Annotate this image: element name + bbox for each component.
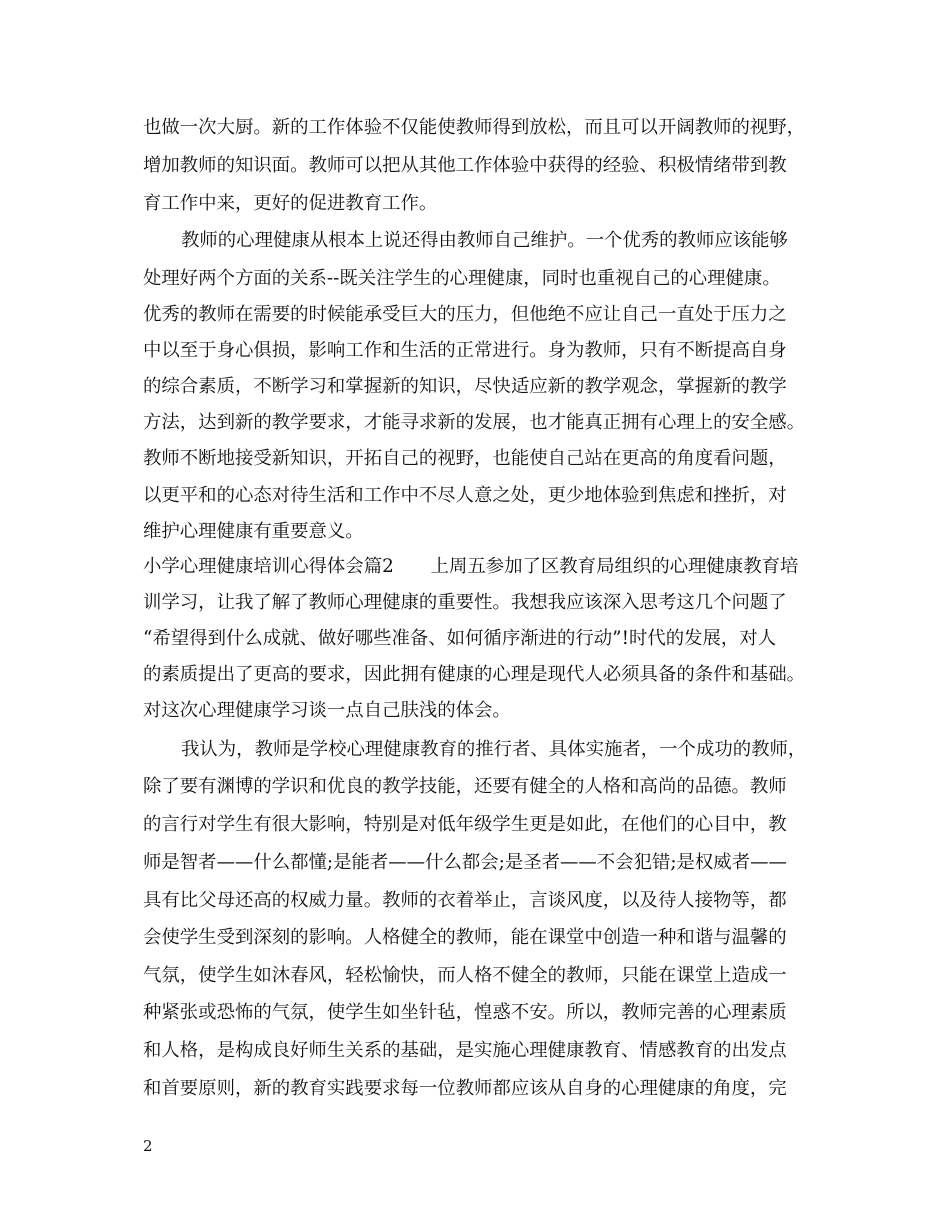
text-line: 的言行对学生有很大影响，特别是对低年级学生更是如此，在他们的心目中，教 <box>143 814 787 835</box>
text-line: 的综合素质，不断学习和掌握新的知识，尽快适应新的教学观念，掌握新的教学 <box>143 376 787 397</box>
text-line: 增加教师的知识面。教师可以把从其他工作体验中获得的经验、积极情绪带到教 <box>143 155 787 176</box>
text-line: 训学习，让我了解了教师心理健康的重要性。我想我应该深入思考这几个问题了 <box>143 592 787 613</box>
page-number: 2 <box>143 1137 153 1155</box>
text-line: 也做一次大厨。新的工作体验不仅能使教师得到放松，而且可以开阔教师的视野， <box>143 117 806 138</box>
section-heading-line: 小学心理健康培训心得体会篇2 上周五参加了区教育局组织的心理健康教育培 <box>143 556 799 577</box>
text-line: 育工作中来，更好的促进教育工作。 <box>143 193 438 214</box>
text-line: 中以至于身心俱损，影响工作和生活的正常进行。身为教师，只有不断提高自身 <box>143 340 787 361</box>
text-line: 优秀的教师在需要的时候能承受巨大的压力，但他绝不应让自己一直处于压力之 <box>143 304 787 325</box>
paragraph-first-line: 我认为，教师是学校心理健康教育的推行者、具体实施者，一个成功的教师， <box>181 739 807 760</box>
text-line: 气氛，使学生如沐春风，轻松愉快，而人格不健全的教师，只能在课堂上造成一 <box>143 965 787 986</box>
text-line: 的素质提出了更高的要求，因此拥有健康的心理是现代人必须具备的条件和基础。 <box>143 664 806 685</box>
text-line: 教师不断地接受新知识，开拓自己的视野，也能使自己站在更高的角度看问题， <box>143 448 787 469</box>
text-line: 具有比父母还高的权威力量。教师的衣着举止，言谈风度，以及待人接物等，都 <box>143 890 787 911</box>
text-line: 对这次心理健康学习谈一点自己肤浅的体会。 <box>143 700 511 721</box>
text-line: 会使学生受到深刻的影响。人格健全的教师，能在课堂中创造一种和谐与温馨的 <box>143 927 787 948</box>
text-line: 处理好两个方面的关系--既关注学生的心理健康，同时也重视自己的心理健康。 <box>143 268 781 289</box>
text-line: 以更平和的心态对待生活和工作中不尽人意之处，更少地体验到焦虑和挫折，对 <box>143 485 787 506</box>
text-line: 和人格，是构成良好师生关系的基础，是实施心理健康教育、情感教育的出发点 <box>143 1040 787 1061</box>
text-line: 和首要原则，新的教育实践要求每一位教师都应该从自身的心理健康的角度，完 <box>143 1078 787 1099</box>
text-line: “希望得到什么成就、做好哪些准备、如何循序渐进的行动”!时代的发展，对人 <box>143 628 777 649</box>
text-line: 师是智者——什么都懂;是能者——什么都会;是圣者——不会犯错;是权威者—— <box>143 852 787 873</box>
paragraph-first-line: 教师的心理健康从根本上说还得由教师自己维护。一个优秀的教师应该能够 <box>181 230 788 251</box>
text-line: 维护心理健康有重要意义。 <box>143 521 364 542</box>
text-line: 方法，达到新的教学要求，才能寻求新的发展，也才能真正拥有心理上的安全感。 <box>143 412 806 433</box>
text-line: 种紧张或恐怖的气氛，使学生如坐针毡，惶惑不安。所以，教师完善的心理素质 <box>143 1002 787 1023</box>
text-line: 除了要有渊博的学识和优良的教学技能，还要有健全的人格和高尚的品德。教师 <box>143 776 787 797</box>
